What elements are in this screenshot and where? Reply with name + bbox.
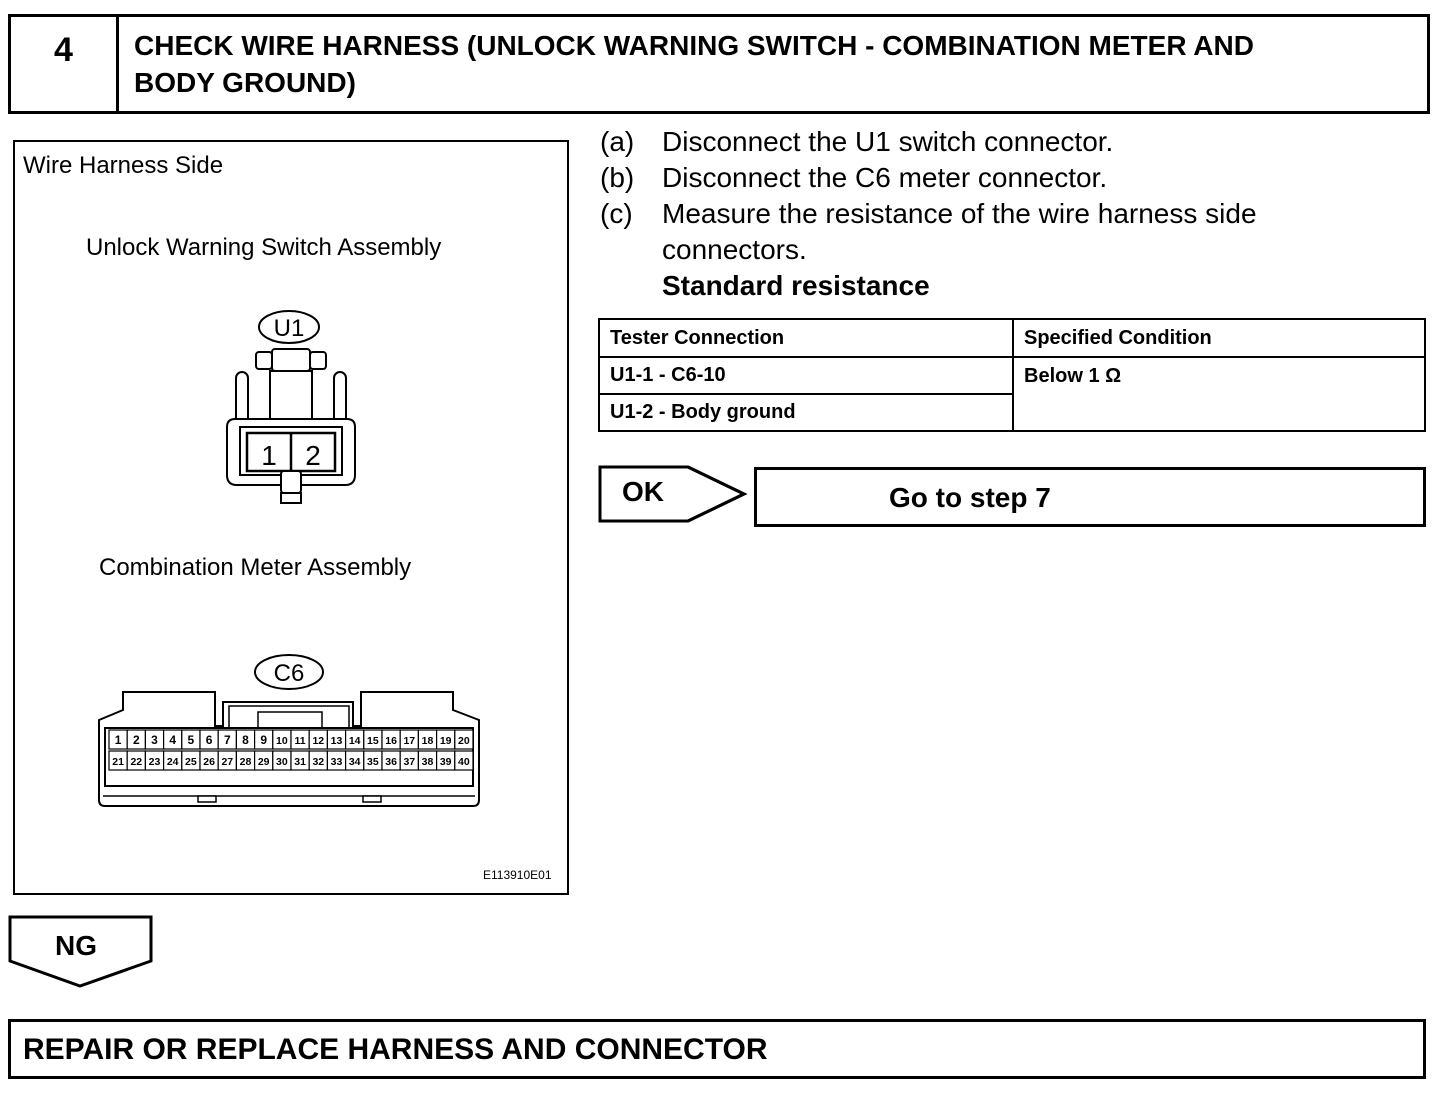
step-number: 4 bbox=[11, 17, 119, 111]
figure-heading: Wire Harness Side bbox=[23, 152, 224, 179]
instruction-a-mark: (a) bbox=[600, 126, 635, 157]
c6-pin-27: 27 bbox=[221, 756, 234, 768]
u1-connector-diagram bbox=[215, 307, 365, 507]
c6-pin-17: 17 bbox=[403, 735, 416, 747]
u1-pin-2: 2 bbox=[305, 440, 321, 471]
row2-connection: U1-2 - Body ground bbox=[599, 394, 1013, 431]
c6-pin-29: 29 bbox=[257, 756, 270, 768]
ng-label: NG bbox=[55, 930, 97, 961]
c6-pin-14: 14 bbox=[348, 735, 361, 747]
c6-pin-25: 25 bbox=[185, 756, 197, 768]
c6-pin-34: 34 bbox=[348, 756, 361, 768]
repair-action-box bbox=[8, 1019, 1426, 1079]
c6-pin-26: 26 bbox=[203, 756, 215, 768]
c6-pin-37: 37 bbox=[403, 756, 416, 768]
step-title-line1: CHECK WIRE HARNESS (UNLOCK WARNING SWITCH - COMBINATION METER AND bbox=[134, 30, 1254, 61]
instruction-b-mark: (b) bbox=[600, 162, 635, 193]
c6-pin-23: 23 bbox=[148, 756, 161, 768]
table-header-row bbox=[599, 319, 1425, 357]
c6-pin-28: 28 bbox=[239, 756, 252, 768]
c6-connector-label: C6 bbox=[273, 660, 305, 687]
row1-connection: U1-1 - C6-10 bbox=[599, 357, 1013, 394]
standard-heading: Standard resistance bbox=[662, 270, 930, 301]
c6-pin-35: 35 bbox=[367, 756, 379, 768]
ok-result-text: Go to step 7 bbox=[889, 482, 1051, 513]
u1-connector-label: U1 bbox=[273, 315, 305, 342]
c6-pin-16: 16 bbox=[385, 735, 397, 747]
step-title-line2: BODY GROUND) bbox=[134, 67, 356, 98]
c6-pin-38: 38 bbox=[421, 756, 434, 768]
header-specified-condition: Specified Condition bbox=[1013, 319, 1425, 357]
c6-pin-18: 18 bbox=[421, 735, 434, 747]
step-title bbox=[134, 27, 1404, 101]
switch-assembly-label: Unlock Warning Switch Assembly bbox=[86, 234, 442, 261]
instruction-c-mark: (c) bbox=[600, 198, 633, 229]
c6-pin-7: 7 bbox=[223, 733, 231, 747]
c6-pin-8: 8 bbox=[242, 733, 249, 747]
c6-pin-5: 5 bbox=[187, 733, 195, 747]
meter-assembly-label: Combination Meter Assembly bbox=[99, 554, 412, 581]
spec-table bbox=[598, 318, 1426, 432]
c6-pin-22: 22 bbox=[130, 756, 143, 768]
c6-pin-11: 11 bbox=[294, 735, 306, 747]
c6-pin-4: 4 bbox=[169, 733, 177, 747]
repair-action-text: REPAIR OR REPLACE HARNESS AND CONNECTOR bbox=[23, 1033, 768, 1066]
c6-pin-24: 24 bbox=[166, 756, 179, 768]
c6-pin-9: 9 bbox=[260, 733, 268, 747]
instruction-b-text: Disconnect the C6 meter connector. bbox=[662, 162, 1108, 193]
c6-pin-3: 3 bbox=[151, 733, 158, 747]
c6-pin-19: 19 bbox=[439, 735, 452, 747]
step-header bbox=[8, 14, 1430, 114]
u1-pin-1: 1 bbox=[261, 440, 277, 471]
ok-label: OK bbox=[622, 476, 664, 507]
header-tester-connection: Tester Connection bbox=[599, 319, 1013, 357]
c6-pin-13: 13 bbox=[330, 735, 343, 747]
c6-pin-15: 15 bbox=[367, 735, 379, 747]
c6-pin-36: 36 bbox=[385, 756, 397, 768]
instruction-a-text: Disconnect the U1 switch connector. bbox=[662, 126, 1114, 157]
table-row bbox=[599, 357, 1425, 394]
c6-pin-12: 12 bbox=[312, 735, 325, 747]
wire-harness-figure bbox=[13, 140, 569, 895]
c6-pin-10: 10 bbox=[276, 735, 288, 747]
c6-pin-32: 32 bbox=[312, 756, 325, 768]
figure-code: E113910E01 bbox=[483, 868, 552, 882]
c6-pin-30: 30 bbox=[276, 756, 288, 768]
c6-pin-21: 21 bbox=[112, 756, 124, 768]
c6-pin-1: 1 bbox=[114, 733, 122, 747]
c6-pin-40: 40 bbox=[458, 756, 470, 768]
c6-pin-2: 2 bbox=[132, 733, 140, 747]
condition-cell: Below 1 Ω bbox=[1013, 357, 1425, 431]
c6-pin-6: 6 bbox=[205, 733, 213, 747]
c6-pin-31: 31 bbox=[294, 756, 306, 768]
c6-connector-diagram bbox=[93, 650, 485, 810]
c6-pin-33: 33 bbox=[330, 756, 343, 768]
instruction-c-text2: connectors. bbox=[662, 234, 807, 265]
instruction-c-text: Measure the resistance of the wire harness side bbox=[662, 198, 1257, 229]
c6-pin-39: 39 bbox=[439, 756, 452, 768]
ok-arrow-icon bbox=[598, 465, 748, 525]
c6-pin-20: 20 bbox=[458, 735, 470, 747]
ok-result-box bbox=[754, 467, 1426, 527]
